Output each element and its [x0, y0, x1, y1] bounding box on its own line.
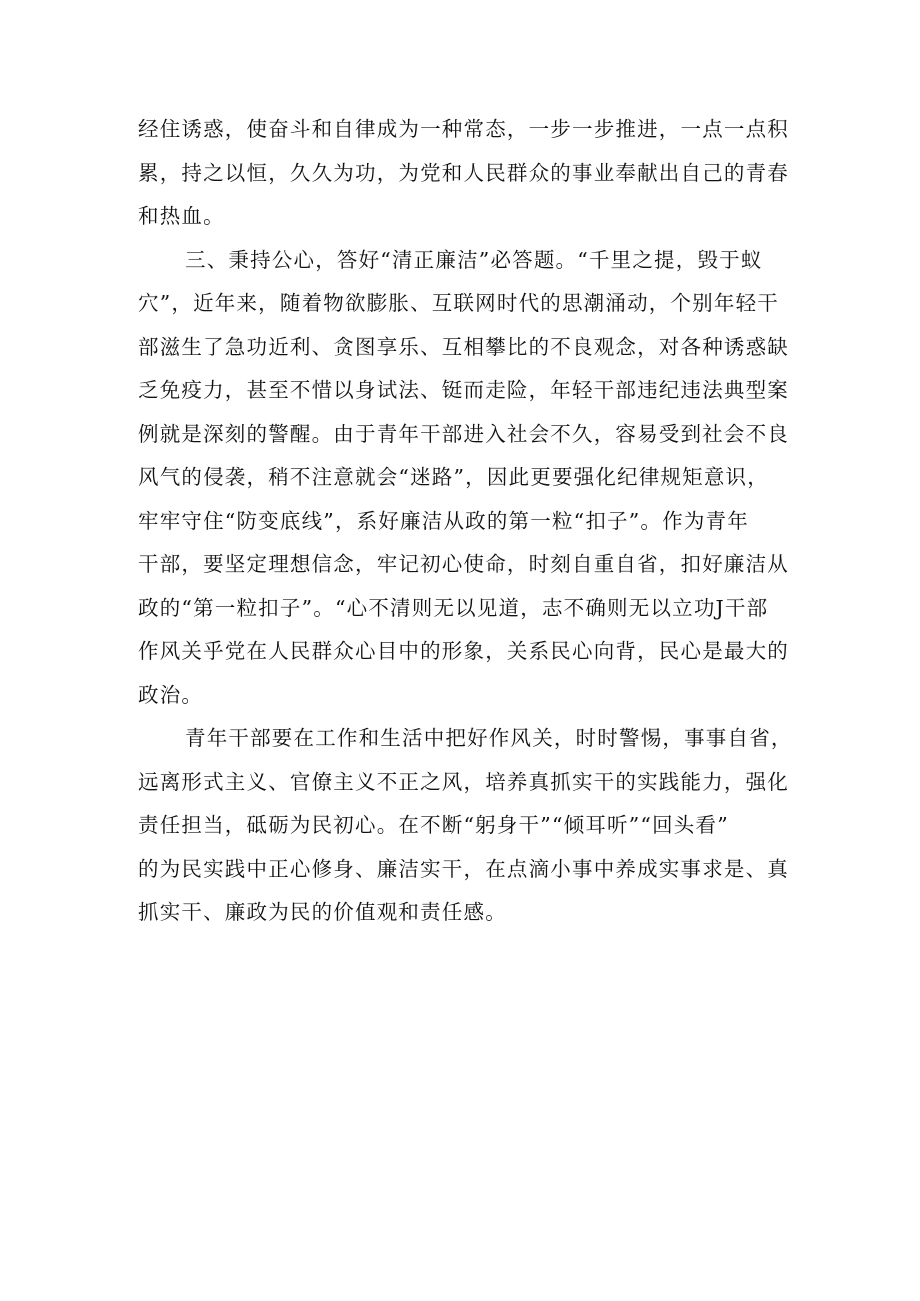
- paragraph-3: [138, 717, 793, 935]
- paragraph-line: 青年干部要在工作和生活中把好作风关，时时警惕，事事自省，: [185, 726, 793, 750]
- paragraph-line: 远离形式主义、官僚主义不正之风，培养真抓实干的实践能力，强化: [138, 769, 789, 794]
- paragraph-line: 风气的侵袭，稍不注意就会“迷路”，因此更要强化纪律规矩意识，: [138, 465, 769, 489]
- paragraph-line: 政治。: [138, 682, 204, 707]
- paragraph-line: 部滋生了急功近利、贪图享乐、互相攀比的不良观念，对各种诱惑缺: [138, 334, 789, 359]
- paragraph-line: 干部，要坚定理想信念，牢记初心使命，时刻自重自省，扣好廉洁从: [138, 552, 789, 576]
- paragraph-line: 三、秉持公心，答好“清正廉洁”必答题。“千里之提，毁于蚁: [185, 247, 763, 272]
- paragraph-line: 责任担当，砥砺为民初心。在不断“躬身干”“倾耳听”“回头看”: [138, 813, 729, 837]
- paragraph-line: 牢牢守住“防变底线”，系好廉洁从政的第一粒“扣子”。作为青年: [138, 508, 749, 533]
- paragraph-1: [138, 108, 788, 239]
- paragraph-line: 累，持之以恒，久久为功，为党和人民群众的事业奉献出自己的青春: [138, 160, 789, 185]
- paragraph-line: 抓实干、廉政为民的价值观和责任感。: [138, 900, 507, 924]
- paragraph-line: 政的“第一粒扣子”。“心不清则无以见道，志不确则无以立功J干部: [138, 595, 769, 620]
- paragraph-line: 作风关乎党在人民群众心目中的形象，关系民心向背，民心是最大的: [138, 639, 789, 663]
- paragraph-line: 乏免疫力，甚至不惜以身试法、铤而走险，年轻干部违纪违法典型案: [138, 378, 789, 402]
- paragraph-line: 和热血。: [138, 204, 225, 228]
- paragraph-2: [138, 239, 788, 718]
- paragraph-line: 的为民实践中正心修身、廉洁实干，在点滴小事中养成实事求是、真: [138, 856, 789, 881]
- paragraph-line: 例就是深刻的警醒。由于青年干部进入社会不久，容易受到社会不良: [138, 421, 789, 446]
- document-body: [138, 108, 793, 935]
- paragraph-line: 经住诱惑，使奋斗和自律成为一种常态，一步一步推进，一点一点积: [138, 117, 789, 141]
- paragraph-line: 穴”，近年来，随着物欲膨胀、互联网时代的思潮涌动，个别年轻干: [138, 291, 779, 315]
